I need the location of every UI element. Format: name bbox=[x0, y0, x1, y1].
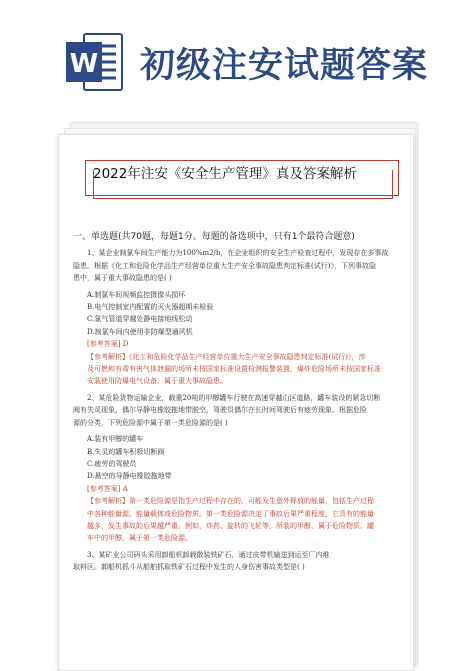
document-page bbox=[58, 134, 414, 671]
question-stem: 隐患。根据《化工和危险化学品生产经营单位重大生产安全事故隐患判定标准(试行)》，下列事故隐 bbox=[73, 261, 376, 270]
analysis-line: 车中的甲醇，属于第一类危险源。 bbox=[87, 534, 192, 543]
answer-option: D.制氯车间内使用非防爆型通风机 bbox=[87, 327, 193, 336]
reference-answer bbox=[87, 483, 403, 495]
svg-text:W: W bbox=[69, 49, 99, 79]
analysis-line: 【参考解析】第一类危险源是指生产过程中存在的、可能发生意外释放的能量，包括生产过程 bbox=[87, 497, 374, 506]
analysis-line: 越多，发生事故的后果越严重。例如，炸药、旋转的飞轮等。所装的甲醇，属于危险物质、罐 bbox=[87, 521, 374, 530]
document-heading: 2022年注安《安全生产管理》真及答案解析 bbox=[93, 166, 357, 182]
question-stem: 源的分类，下列危险源中属于第一类危险源的是( ) bbox=[73, 418, 228, 427]
answer-option: C.氯气管道穿越处静电接地线松动 bbox=[87, 315, 193, 324]
reference-answer bbox=[87, 338, 403, 350]
answer-option: B.失灵的罐车积极切断阀 bbox=[87, 447, 165, 456]
answer-value: D bbox=[122, 340, 129, 349]
question-stem: 阀有失灵现象，偶尔导静电橡胶拖地带脱空，驾驶员偶尔在长时间驾驶后有疲劳现象。根据危险 bbox=[73, 406, 367, 415]
analysis-line: 安装使用防爆电气设备，属于重大事故隐患。 bbox=[87, 377, 227, 386]
question-stem: 3、某矿业公司码头采用卸船机卸载散装铁矿石，通过皮带机输送到运至厂内堆 bbox=[87, 550, 330, 559]
answer-option: D.悬空的导静电橡胶拖地带 bbox=[87, 472, 172, 481]
answer-option: A.制氯车间视频监控摄像头损坏 bbox=[87, 290, 186, 299]
header-bar bbox=[0, 0, 474, 112]
answer-option: C.疲劳的驾驶员 bbox=[87, 459, 137, 468]
analysis-line: 及可燃和有毒有害气体泄漏的场所未按国家标准设置检测报警装置，爆炸危险场所未按国家标准 bbox=[87, 365, 381, 374]
reference-analysis bbox=[87, 351, 403, 388]
question-stem: 1、某企业制氯车间生产能力为100%m2/h，在企业组织的安全生产检查过程中，发现存在多事故 bbox=[87, 249, 389, 258]
answer-value: A bbox=[122, 484, 128, 493]
analysis-line: 【参考解析】《化工和危险化学品生产经营单位重大生产安全事故隐患判定标准(试行)》，涉 bbox=[87, 352, 366, 361]
answer-label: [参考答案] bbox=[87, 484, 121, 493]
document-title: 初级注安试题答案 bbox=[140, 46, 429, 86]
question-stem: 2、某危险货物运输企业，载重20吨的甲醇罐车行驶在高速穿越山区道路，罐车装设的紧急切断 bbox=[87, 393, 381, 402]
reference-analysis bbox=[87, 495, 403, 545]
question-stem: 患中，属于重大事故隐患的是( ) bbox=[73, 274, 172, 283]
analysis-line: 中各种能量源、能量载体或危险物质。第一类危险源决定了事故后果严重程度，它具有的能量 bbox=[87, 509, 374, 518]
answer-label: [参考答案] bbox=[87, 340, 121, 349]
document-content bbox=[73, 231, 403, 574]
answer-option: B.电气控制室内配置的灭火器超期未检验 bbox=[87, 303, 214, 312]
section-heading: 一、单选题(共70题，每题1分。每题的备选项中，只有1个最符合题意) bbox=[73, 232, 355, 242]
question-stem: 取料区。卸船机抓斗从船舶抓取铁矿石过程中发生的人身伤害事故类型是( ) bbox=[73, 563, 305, 572]
answer-option: A.装有甲醇的罐车 bbox=[87, 435, 144, 444]
word-document-icon bbox=[62, 30, 126, 94]
